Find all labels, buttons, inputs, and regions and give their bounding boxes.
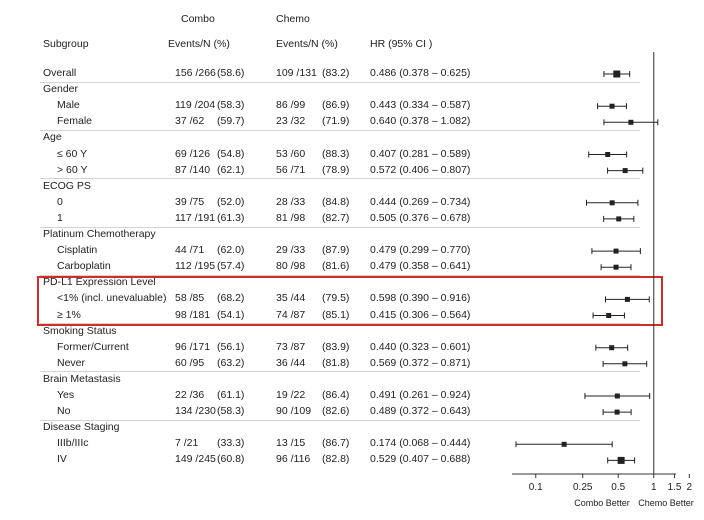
chemo-events: 109 /131 xyxy=(276,67,317,79)
combo-percent: (61.3) xyxy=(217,211,245,224)
hazard-ratio-ci: 0.443 (0.334 – 0.587) xyxy=(370,99,471,112)
hazard-ratio-ci: 0.529 (0.407 – 0.688) xyxy=(370,453,471,466)
hazard-ratio-ci: 0.444 (0.269 – 0.734) xyxy=(370,195,471,208)
hr-marker xyxy=(618,457,625,464)
hazard-ratio-ci: 0.486 (0.378 – 0.625) xyxy=(370,67,471,79)
chemo-percent: (86.4) xyxy=(322,389,350,401)
combo-percent: (58.6) xyxy=(217,67,245,79)
subgroup-label: Male xyxy=(57,99,80,112)
chemo-events: 81 /98 xyxy=(276,211,306,224)
combo-events: 87 /140 xyxy=(175,163,211,176)
combo-events: 156 /266 xyxy=(175,67,216,79)
chemo-events: 36 /44 xyxy=(276,356,306,369)
subgroup-label: > 60 Y xyxy=(57,163,88,176)
favors-right-label: Chemo Better xyxy=(638,498,694,508)
favors-left-label: Combo Better xyxy=(574,498,630,508)
chemo-events: 13 /15 xyxy=(276,437,306,450)
combo-events: 134 /230 xyxy=(175,405,216,418)
hr-marker xyxy=(614,265,619,270)
hr-marker xyxy=(605,152,610,157)
combo-events: 96 /171 xyxy=(175,340,211,353)
subgroup-header: PD-L1 Expression Level xyxy=(43,276,156,289)
combo-percent: (52.0) xyxy=(217,195,245,208)
combo-percent: (59.7) xyxy=(217,115,245,128)
x-tick-label: 1.5 xyxy=(667,482,682,493)
chemo-events: 74 /87 xyxy=(276,308,306,321)
col-header-group2: Chemo xyxy=(276,13,310,25)
subgroup-header: Age xyxy=(43,131,62,144)
hr-marker xyxy=(616,216,621,221)
chemo-percent: (81.8) xyxy=(322,356,350,369)
combo-percent: (33.3) xyxy=(217,437,245,450)
hazard-ratio-ci: 0.505 (0.376 – 0.678) xyxy=(370,211,471,224)
combo-events: 149 /245 xyxy=(175,453,216,466)
subgroup-label: Never xyxy=(57,356,86,369)
hr-marker xyxy=(614,249,619,254)
subgroup-header: Brain Metastasis xyxy=(43,372,121,385)
chemo-percent: (82.7) xyxy=(322,211,350,224)
subgroup-header: Gender xyxy=(43,83,79,96)
combo-events: 98 /181 xyxy=(175,308,211,321)
combo-percent: (61.1) xyxy=(217,389,245,401)
subgroup-label: Carboplatin xyxy=(57,260,111,273)
hr-marker xyxy=(606,313,611,318)
hazard-ratio-ci: 0.640 (0.378 – 1.082) xyxy=(370,115,471,128)
hr-marker xyxy=(562,442,567,447)
chemo-events: 96 /116 xyxy=(276,453,311,466)
chemo-percent: (86.7) xyxy=(322,437,350,450)
hazard-ratio-ci: 0.415 (0.306 – 0.564) xyxy=(370,308,471,321)
chemo-percent: (82.6) xyxy=(322,405,350,418)
chemo-events: 23 /32 xyxy=(276,115,306,128)
hr-marker xyxy=(610,104,615,109)
subgroup-label: 1 xyxy=(57,211,63,224)
chemo-events: 35 /44 xyxy=(276,292,306,305)
hazard-ratio-ci: 0.491 (0.261 – 0.924) xyxy=(370,389,471,401)
combo-percent: (62.0) xyxy=(217,244,245,257)
combo-events: 44 /71 xyxy=(175,244,205,257)
subgroup-label: ≤ 60 Y xyxy=(57,147,88,160)
combo-events: 37 /62 xyxy=(175,115,205,128)
hazard-ratio-ci: 0.569 (0.372 – 0.871) xyxy=(370,356,471,369)
combo-percent: (63.2) xyxy=(217,356,245,369)
hr-marker xyxy=(609,345,614,350)
combo-events: 58 /85 xyxy=(175,292,205,305)
subgroup-label: Cisplatin xyxy=(57,244,98,257)
subgroup-label: <1% (incl. unevaluable) xyxy=(57,292,167,305)
combo-percent: (58.3) xyxy=(217,405,245,418)
combo-events: 7 /21 xyxy=(175,437,199,450)
hr-marker xyxy=(610,200,615,205)
subgroup-label: Overall xyxy=(43,67,77,79)
combo-percent: (68.2) xyxy=(217,292,245,305)
combo-events: 39 /75 xyxy=(175,195,205,208)
chemo-events: 53 /60 xyxy=(276,147,306,160)
chemo-events: 90 /109 xyxy=(276,405,312,418)
chemo-percent: (86.9) xyxy=(322,99,350,112)
chemo-events: 28 /33 xyxy=(276,195,306,208)
hazard-ratio-ci: 0.479 (0.358 – 0.641) xyxy=(370,260,471,273)
chemo-events: 80 /98 xyxy=(276,260,306,273)
x-tick-label: 2 xyxy=(686,482,693,493)
subgroup-label: Former/Current xyxy=(57,340,129,353)
hazard-ratio-ci: 0.598 (0.390 – 0.916) xyxy=(370,292,471,305)
chemo-percent: (83.2) xyxy=(322,67,350,79)
combo-events: 112 /195 xyxy=(175,260,216,273)
combo-events: 60 /95 xyxy=(175,356,205,369)
subgroup-label: IIIb/IIIc xyxy=(57,437,89,450)
x-tick-label: 0.25 xyxy=(572,482,593,493)
combo-percent: (62.1) xyxy=(217,163,245,176)
col-header-subgroup: Subgroup xyxy=(43,38,89,50)
combo-events: 117 /191 xyxy=(175,211,216,224)
hr-marker xyxy=(613,71,620,78)
combo-events: 119 /204 xyxy=(175,99,216,112)
hr-marker xyxy=(615,394,620,399)
combo-percent: (56.1) xyxy=(217,340,245,353)
hr-marker xyxy=(615,410,620,415)
chemo-percent: (87.9) xyxy=(322,244,350,257)
chemo-percent: (85.1) xyxy=(322,308,350,321)
chemo-percent: (81.6) xyxy=(322,260,350,273)
chemo-events: 29 /33 xyxy=(276,244,306,257)
hr-marker xyxy=(623,168,628,173)
chemo-percent: (79.5) xyxy=(322,292,350,305)
hazard-ratio-ci: 0.174 (0.068 – 0.444) xyxy=(370,437,471,450)
chemo-percent: (78.9) xyxy=(322,163,350,176)
chemo-percent: (83.9) xyxy=(322,340,350,353)
hazard-ratio-ci: 0.489 (0.372 – 0.643) xyxy=(370,405,471,418)
subgroup-label: ≥ 1% xyxy=(57,308,81,321)
col-header-events-combo: Events/N (%) xyxy=(168,38,230,50)
col-header-group1: Combo xyxy=(181,13,215,25)
chemo-events: 56 /71 xyxy=(276,163,306,176)
combo-events: 22 /36 xyxy=(175,389,205,401)
chemo-events: 73 /87 xyxy=(276,340,306,353)
hazard-ratio-ci: 0.479 (0.299 – 0.770) xyxy=(370,244,471,257)
combo-percent: (60.8) xyxy=(217,453,245,466)
subgroup-label: No xyxy=(57,405,71,418)
chemo-percent: (71.9) xyxy=(322,115,350,128)
subgroup-label: 0 xyxy=(57,195,63,208)
subgroup-header: Platinum Chemotherapy xyxy=(43,228,156,240)
hr-marker xyxy=(622,361,627,366)
hr-marker xyxy=(625,297,630,302)
chemo-percent: (82.8) xyxy=(322,453,350,466)
x-tick-label: 0.5 xyxy=(611,482,626,493)
subgroup-label: Yes xyxy=(57,389,75,401)
combo-percent: (54.1) xyxy=(217,308,245,321)
combo-percent: (57.4) xyxy=(217,260,245,273)
chemo-events: 19 /22 xyxy=(276,389,306,401)
hazard-ratio-ci: 0.407 (0.281 – 0.589) xyxy=(370,147,471,160)
chemo-events: 86 /99 xyxy=(276,99,306,112)
subgroup-header: Smoking Status xyxy=(43,324,117,337)
subgroup-label: Female xyxy=(57,115,93,128)
hazard-ratio-ci: 0.440 (0.323 – 0.601) xyxy=(370,340,471,353)
col-header-events-chemo: Events/N (%) xyxy=(276,38,338,50)
combo-percent: (58.3) xyxy=(217,99,245,112)
combo-events: 69 /126 xyxy=(175,147,211,160)
x-tick-label: 0.1 xyxy=(528,482,543,493)
col-header-hr: HR (95% CI ) xyxy=(370,38,433,50)
x-tick-label: 1 xyxy=(650,482,657,493)
subgroup-header: ECOG PS xyxy=(43,179,91,192)
subgroup-header: Disease Staging xyxy=(43,421,120,434)
hr-marker xyxy=(628,120,633,125)
hazard-ratio-ci: 0.572 (0.406 – 0.807) xyxy=(370,163,471,176)
chemo-percent: (88.3) xyxy=(322,147,350,160)
subgroup-label: IV xyxy=(57,453,67,466)
chemo-percent: (84.8) xyxy=(322,195,350,208)
combo-percent: (54.8) xyxy=(217,147,245,160)
